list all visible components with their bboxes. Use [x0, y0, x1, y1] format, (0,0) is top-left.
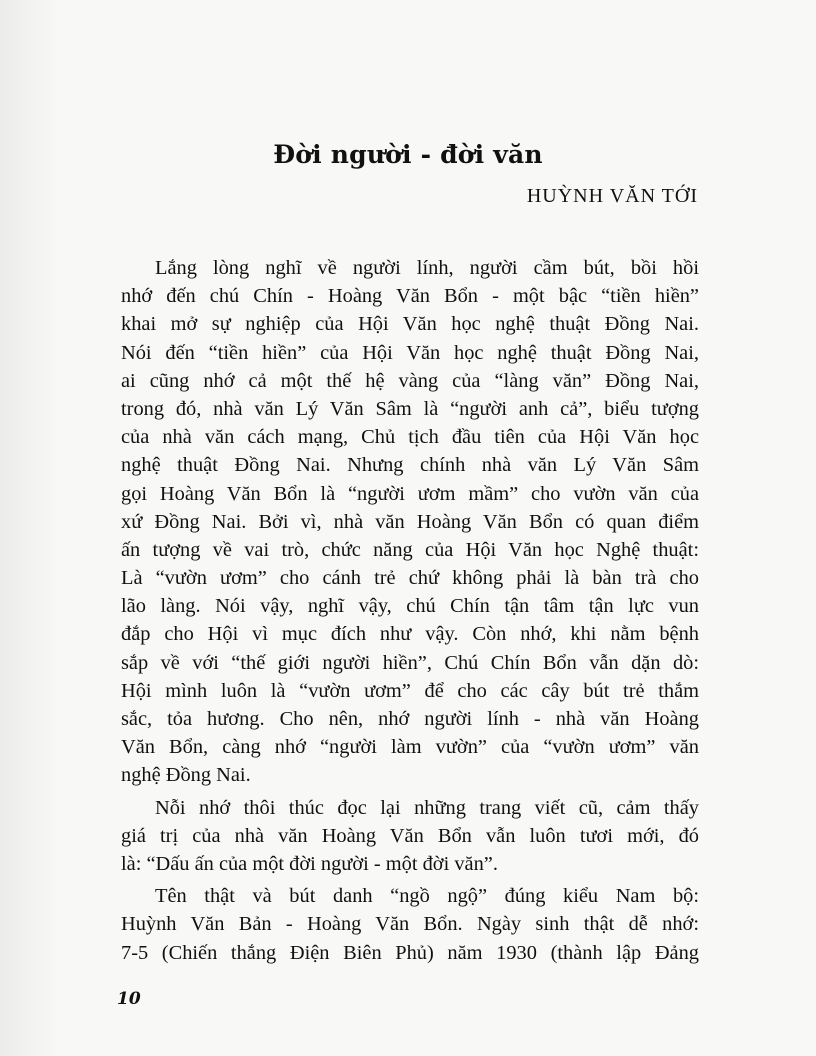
body-line: sắp về với “thế giới người hiền”, Chú Chín Bổn vẫn dặn dò:	[121, 651, 699, 674]
body-line: giá trị của nhà văn Hoàng Văn Bổn vẫn luôn tươi mới, đó	[121, 824, 699, 847]
body-line: Hội mình luôn là “vườn ươm” để cho các cây bút trẻ thắm	[121, 679, 699, 702]
article-body	[121, 254, 699, 967]
body-line: ai cũng nhớ cả một thế hệ vàng của “làng văn” Đồng Nai,	[121, 369, 699, 392]
body-line: nhớ đến chú Chín - Hoàng Văn Bổn - một bậc “tiền hiền”	[121, 285, 699, 308]
body-line: của nhà văn cách mạng, Chủ tịch đầu tiên của Hội Văn học	[121, 426, 699, 449]
body-line: khai mở sự nghiệp của Hội Văn học nghệ thuật Đồng Nai.	[121, 313, 699, 336]
body-line: 7-5 (Chiến thắng Điện Biên Phủ) năm 1930 (thành lập Đảng	[121, 941, 699, 964]
body-line: Nói đến “tiền hiền” của Hội Văn học nghệ thuật Đồng Nai,	[121, 341, 699, 364]
body-line: nghệ Đồng Nai.	[121, 764, 251, 787]
body-line: ấn tượng về vai trò, chức năng của Hội Văn học Nghệ thuật:	[121, 538, 699, 561]
page-number: 10	[117, 989, 141, 1009]
body-line: Tên thật và bút danh “ngồ ngộ” đúng kiểu Nam bộ:	[155, 885, 699, 908]
body-line: Lắng lòng nghĩ về người lính, người cầm bút, bồi hồi	[155, 257, 699, 279]
body-line: đắp cho Hội vì mục đích như vậy. Còn nhớ, khi nằm bệnh	[121, 623, 699, 646]
body-line: nghệ thuật Đồng Nai. Nhưng chính nhà văn Lý Văn Sâm	[121, 454, 699, 477]
body-line: là: “Dấu ấn của một đời người - một đời văn”.	[121, 852, 498, 875]
body-line: sắc, tỏa hương. Cho nên, nhớ người lính - nhà văn Hoàng	[121, 708, 699, 730]
body-line: Văn Bổn, càng nhớ “người làm vườn” của “vườn ươm” văn	[121, 736, 699, 759]
body-line: gọi Hoàng Văn Bổn là “người ươm mầm” cho vườn văn của	[121, 482, 699, 505]
chapter-title: Đời người - đời văn	[273, 140, 543, 169]
body-line: lão làng. Nói vậy, nghĩ vậy, chú Chín tận tâm tận lực vun	[121, 595, 699, 618]
body-line: Nỗi nhớ thôi thúc đọc lại những trang viết cũ, cảm thấy	[155, 796, 699, 819]
body-line: xứ Đồng Nai. Bởi vì, nhà văn Hoàng Văn Bổn có quan điểm	[121, 510, 699, 533]
body-line: Là “vườn ươm” cho cánh trẻ chứ không phải là bàn trà cho	[121, 567, 699, 590]
body-line: trong đó, nhà văn Lý Văn Sâm là “người anh cả”, biểu tượng	[121, 397, 699, 420]
body-line: Huỳnh Văn Bản - Hoàng Văn Bổn. Ngày sinh thật dễ nhớ:	[121, 913, 699, 936]
author-name: HUỲNH VĂN TỚI	[526, 185, 698, 207]
